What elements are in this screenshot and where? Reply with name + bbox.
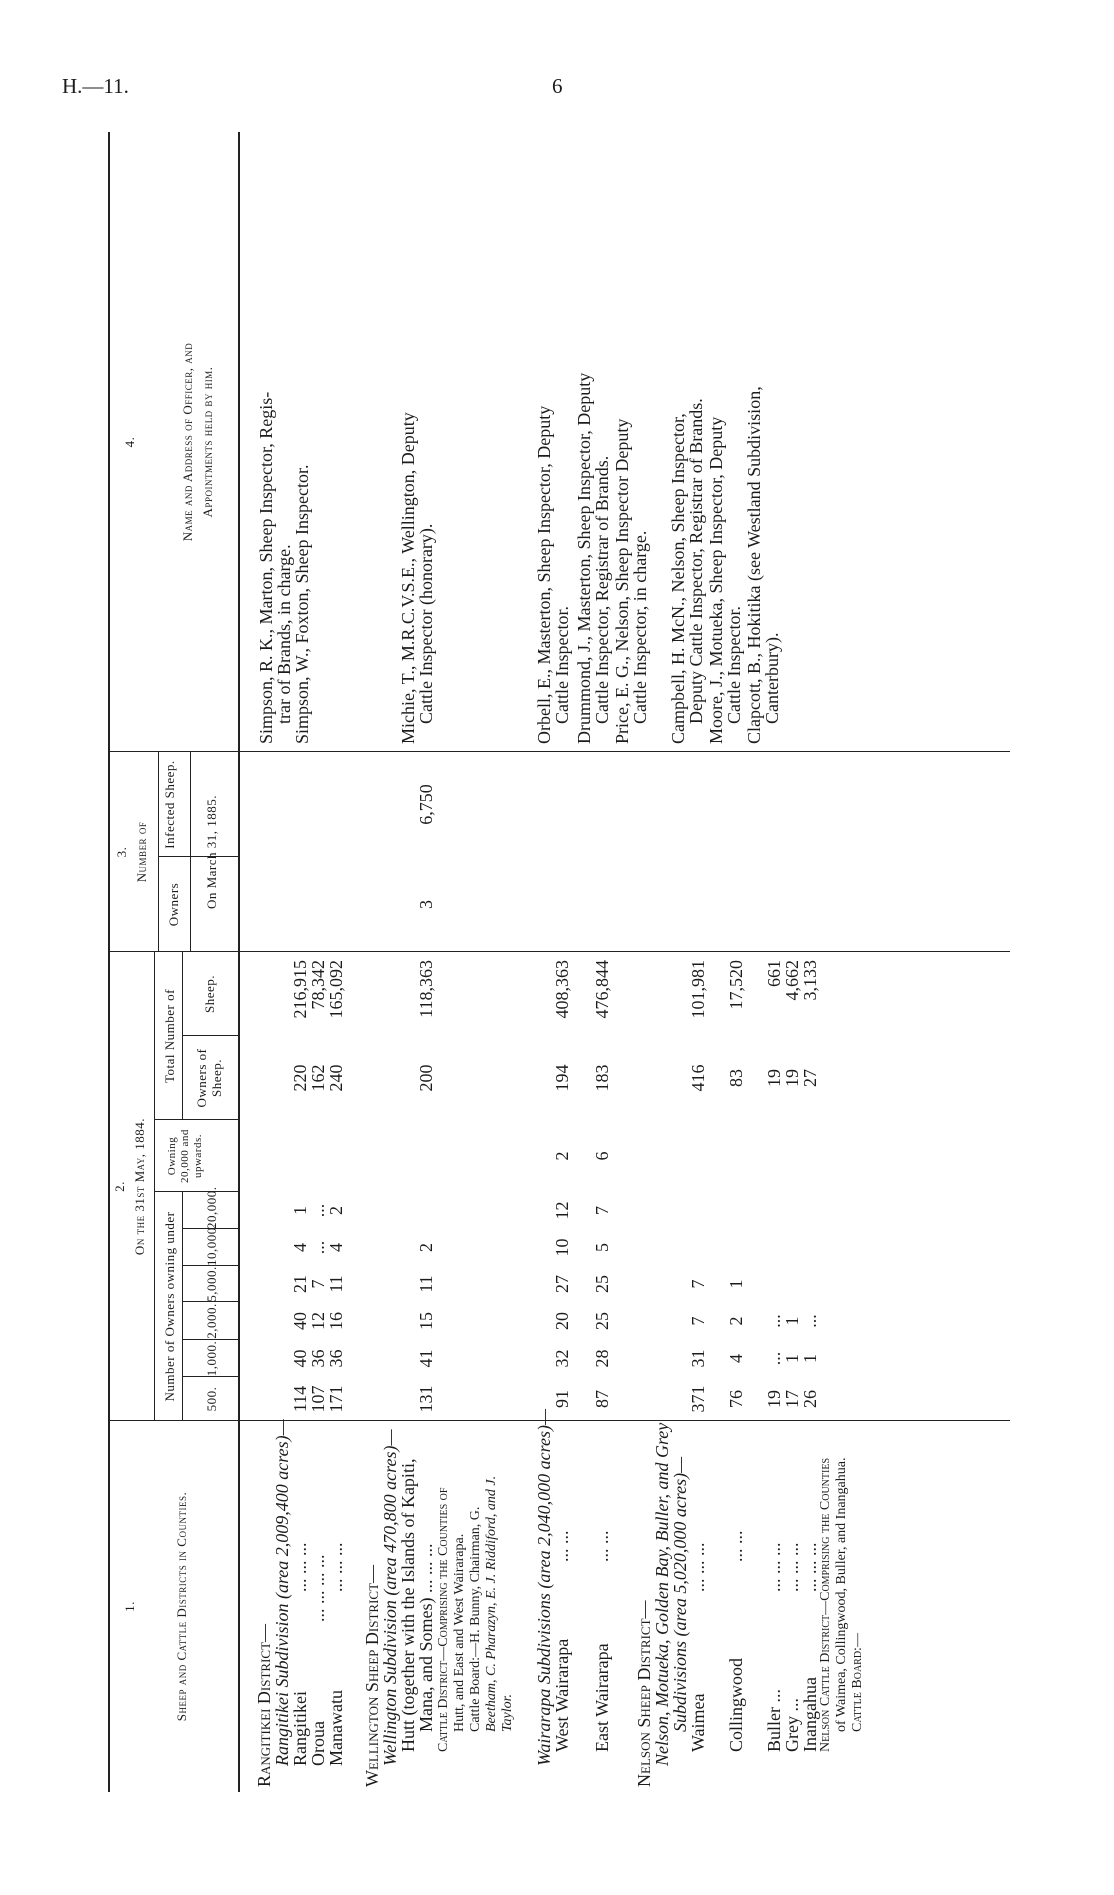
cell-sheep: 408,363 <box>552 960 572 1019</box>
cell-500: 371 <box>688 1385 708 1413</box>
cell-2000: 7 <box>688 1316 708 1326</box>
cell-500: 107 <box>308 1385 328 1413</box>
ward-dots: ... ... ... <box>688 1542 708 1592</box>
cell-1000: ... <box>764 1351 784 1366</box>
officer-entry: Michie, T., M.R.C.V.S.E., Wellington, Deputy <box>398 412 418 744</box>
page-code: H.—11. <box>62 74 129 98</box>
ward-dots: ... ... ... <box>326 1542 346 1592</box>
cell-sheep: 216,915 <box>290 960 310 1019</box>
cell-2000: 40 <box>290 1312 310 1330</box>
cell-sheep: 3,133 <box>800 960 820 1001</box>
ward-name: Grey ... <box>782 1698 802 1752</box>
cell-1000: 1 <box>782 1354 802 1363</box>
col3-number: 3. <box>114 846 129 858</box>
cattle-board-line2: Beetham, C. Pharazyn, E. J. Riddiford, and J. <box>484 1475 499 1732</box>
size-1000-label: 1,000. <box>204 1340 219 1377</box>
cell-10000: 2 <box>416 1243 436 1252</box>
officer-entry-cont: Canterbury). <box>762 632 782 724</box>
cell-5000: 11 <box>416 1275 436 1293</box>
cattle-board-line1: Cattle Board:—H. Bunny, Chairman, G. <box>468 1506 483 1732</box>
ward-dots: ... ... ... ... <box>308 1554 328 1622</box>
rule-col3-right <box>108 751 1010 752</box>
wellington-district-title: Wellington Sheep District— <box>362 1564 382 1787</box>
cell-1000: 31 <box>688 1349 708 1368</box>
officer-entry: Clapcott, B., Hokitika (see Westland Subdivision, <box>744 386 764 744</box>
rule-col3-sub <box>158 752 159 952</box>
owners-owning-under-label: Number of Owners owning under <box>162 1211 177 1402</box>
sheep-label: Sheep. <box>202 974 217 1014</box>
cell-owners: 162 <box>308 1064 328 1092</box>
cell-500: 87 <box>592 1390 612 1408</box>
col3-infected-label: Infected Sheep. <box>162 760 177 849</box>
officer-entry: Drummond, J., Masterton, Sheep Inspector, Deputy <box>574 372 594 744</box>
cell-1000: 28 <box>592 1349 612 1368</box>
cell-infected-sheep: 6,750 <box>416 784 436 825</box>
ward-name: Inangahua <box>800 1677 820 1752</box>
ward-name: Manawatu <box>326 1690 346 1766</box>
officer-entry: Simpson, W., Foxton, Sheep Inspector. <box>292 464 312 744</box>
col3-owners-label: Owners <box>166 882 181 927</box>
total-number-label: Total Number of <box>162 989 177 1083</box>
officer-entry: Simpson, R. K., Marton, Sheep Inspector, Regis- <box>256 391 276 744</box>
owning-20000-label: Owning 20,000 and upwards. <box>166 1129 204 1183</box>
cell-owners: 194 <box>552 1064 572 1092</box>
officer-entry: Price, E. G., Nelson, Sheep Inspector Deputy <box>612 418 632 744</box>
officer-entry-cont: trar of Brands, in charge. <box>274 544 294 724</box>
cell-owners: 416 <box>688 1064 708 1092</box>
cell-1000: 1 <box>800 1354 820 1363</box>
hutt-line2: Mana, and Somes) ... ... ... <box>416 1543 436 1732</box>
cattle-district-line2: Hutt, and East and West Wairarapa. <box>452 1533 467 1732</box>
cell-5000: 7 <box>308 1279 328 1289</box>
cell-sheep: 118,363 <box>416 960 436 1018</box>
cell-20000: 7 <box>592 1206 612 1215</box>
nelson-district-title: Nelson Sheep District— <box>634 1600 654 1787</box>
cell-sheep: 165,092 <box>326 960 346 1019</box>
ward-name: Rangitikei <box>290 1691 310 1766</box>
cell-10000: ... <box>308 1240 328 1255</box>
size-2000-label: 2,000. <box>204 1303 219 1339</box>
cell-owners: 220 <box>290 1064 310 1092</box>
size-500-label: 500. <box>204 1386 219 1412</box>
cell-sheep: 78,342 <box>308 960 328 1010</box>
rule-col2-sub <box>154 952 155 1421</box>
nelson-subdivisions-line2: Subdivisions (area 5,020,000 acres)— <box>670 1456 690 1732</box>
officer-entry-cont: Cattle Inspector. <box>552 606 572 724</box>
cell-owners: 200 <box>416 1064 436 1092</box>
size-5000-label: 5,000. <box>204 1266 219 1302</box>
ward-name: West Wairarapa <box>552 1638 572 1752</box>
cell-sheep: 476,844 <box>592 960 612 1019</box>
cell-20000: 2 <box>326 1206 346 1215</box>
ward-name: Collingwood <box>726 1657 746 1752</box>
cell-10000: 4 <box>326 1243 346 1252</box>
rule-top <box>108 132 110 1792</box>
rotated-table <box>100 132 1010 1792</box>
ward-dots: ... ... <box>726 1530 746 1562</box>
cell-5000: 7 <box>688 1279 708 1289</box>
nelson-cattle-district-line2: of Waimea, Collingwood, Buller, and Inangahua. <box>834 1457 849 1732</box>
cell-500: 76 <box>726 1390 746 1408</box>
cell-infected-owners: 3 <box>416 900 436 909</box>
owners-of-sheep-label: Owners of Sheep. <box>194 1048 224 1108</box>
officer-entry-cont: Cattle Inspector, Registrar of Brands. <box>592 455 612 724</box>
cell-owners: 27 <box>800 1069 820 1087</box>
wellington-subdivision: Wellington Subdivision (area 470,800 acres)— <box>380 1429 400 1766</box>
cell-1000: 40 <box>290 1349 310 1368</box>
cattle-district-line1: Cattle District—Comprising the Counties of <box>436 1487 451 1752</box>
ward-name: Oroua <box>308 1721 328 1766</box>
cell-500: 131 <box>416 1385 436 1413</box>
rule-total-sub <box>182 952 183 1120</box>
cell-1000: 4 <box>726 1354 746 1363</box>
cell-5000: 27 <box>552 1275 572 1293</box>
col1-number: 1. <box>122 1601 137 1612</box>
cell-2000: 16 <box>326 1312 346 1330</box>
col2-title: On the 31st May, 1884. <box>132 1117 147 1256</box>
cell-20000-up: 6 <box>592 1151 612 1161</box>
rangitikei-district-title: Rangitikei District— <box>254 1623 274 1787</box>
col3-title: Number of <box>134 821 149 883</box>
col4-title-line2: Appointments held by him. <box>200 366 215 518</box>
officer-entry: Campbell, H. McN., Nelson, Sheep Inspector, <box>668 413 688 744</box>
cell-20000: 12 <box>552 1201 572 1220</box>
cell-5000: 11 <box>326 1275 346 1293</box>
cell-owners: 19 <box>764 1069 784 1087</box>
officer-entry: Moore, J., Motueka, Sheep Inspector, Deputy <box>706 416 726 744</box>
cell-5000: 21 <box>290 1275 310 1293</box>
officer-entry-cont: Cattle Inspector (honorary). <box>416 523 436 724</box>
cell-2000: 15 <box>416 1312 436 1330</box>
cell-sheep: 101,981 <box>688 960 708 1019</box>
cell-500: 171 <box>326 1385 346 1413</box>
ward-dots: ... ... <box>552 1530 572 1562</box>
cell-2000: 25 <box>592 1312 612 1330</box>
cell-20000: 1 <box>290 1206 310 1215</box>
ward-dots: ... ... <box>592 1530 612 1562</box>
ward-dots: ... ... ... <box>290 1542 310 1592</box>
cell-1000: 36 <box>308 1349 328 1368</box>
rule-col3-sub2 <box>190 752 191 952</box>
cell-2000: 1 <box>782 1316 802 1326</box>
cell-500: 91 <box>552 1390 572 1408</box>
col1-title: Sheep and Cattle Districts in Counties. <box>174 1491 189 1722</box>
cell-10000: 10 <box>552 1238 572 1257</box>
officer-entry-cont: Cattle Inspector. <box>724 606 744 724</box>
officer-entry-cont: Cattle Inspector, in charge. <box>630 530 650 724</box>
rule-header-bottom <box>238 132 240 1792</box>
cell-owners: 83 <box>726 1069 746 1087</box>
cell-5000: 25 <box>592 1275 612 1293</box>
cell-2000: 2 <box>726 1316 746 1326</box>
cell-20000: ... <box>308 1203 328 1218</box>
cell-500: 26 <box>800 1390 820 1408</box>
cell-1000: 32 <box>552 1349 572 1368</box>
col2-number: 2. <box>112 1181 127 1192</box>
ward-dots: ... ... ... <box>764 1542 784 1592</box>
cell-500: 19 <box>764 1390 784 1408</box>
col4-number: 4. <box>122 436 137 448</box>
cell-owners: 19 <box>782 1069 802 1087</box>
cell-500: 17 <box>782 1390 802 1408</box>
cell-owners: 183 <box>592 1064 612 1092</box>
page-number: 6 <box>552 74 563 98</box>
rule-col2-right <box>108 951 1010 952</box>
ward-name: Buller ... <box>764 1689 784 1752</box>
ward-name: East Wairarapa <box>592 1643 612 1752</box>
cell-2000: 12 <box>308 1312 328 1330</box>
rangitikei-subdivision: Rangitikei Subdivision (area 2,009,400 acres)— <box>272 1419 292 1766</box>
officer-entry-cont: Deputy Cattle Inspector, Registrar of Brands. <box>686 398 706 724</box>
cell-2000: 20 <box>552 1312 572 1330</box>
size-20000-label: 20,000. <box>204 1186 219 1229</box>
officer-entry: Orbell, E., Masterton, Sheep Inspector, Deputy <box>534 405 554 744</box>
size-10000-label: 10,000. <box>204 1223 219 1266</box>
cell-sheep: 17,520 <box>726 960 746 1010</box>
cell-2000: ... <box>764 1314 784 1328</box>
cell-2000: ... <box>800 1314 820 1328</box>
cattle-board-line3: Taylor. <box>500 1693 515 1732</box>
cell-1000: 41 <box>416 1349 436 1368</box>
wairarapa-subdivisions: Wairarapa Subdivisions (area 2,040,000 acres)— <box>534 1409 554 1766</box>
ward-dots: ... ... ... <box>800 1542 820 1592</box>
nelson-cattle-district-line1: Nelson Cattle District—Comprising the Counties <box>818 1457 833 1752</box>
cell-owners: 240 <box>326 1064 346 1092</box>
nelson-subdivisions-line1: Nelson, Motueka, Golden Bay, Buller, and Grey <box>652 1422 672 1766</box>
ward-dots: ... ... ... <box>782 1542 802 1592</box>
cell-sheep: 661 <box>764 960 784 987</box>
rule-under-sub <box>182 1192 183 1421</box>
cell-10000: 4 <box>290 1243 310 1252</box>
cell-10000: 5 <box>592 1243 612 1252</box>
cell-5000: 1 <box>726 1279 746 1289</box>
cell-20000-up: 2 <box>552 1151 572 1161</box>
hutt-line1: Hutt (together with the Islands of Kapiti, <box>398 1458 418 1752</box>
cell-sheep: 4,662 <box>782 960 802 1001</box>
col4-title-line1: Name and Address of Officer, and <box>180 342 195 542</box>
cell-500: 114 <box>290 1385 310 1413</box>
cell-1000: 36 <box>326 1349 346 1368</box>
nelson-cattle-board: Cattle Board:— <box>850 1633 865 1732</box>
col3-date-label: On March 31, 1885. <box>204 794 219 910</box>
ward-name: Waimea <box>688 1693 708 1752</box>
